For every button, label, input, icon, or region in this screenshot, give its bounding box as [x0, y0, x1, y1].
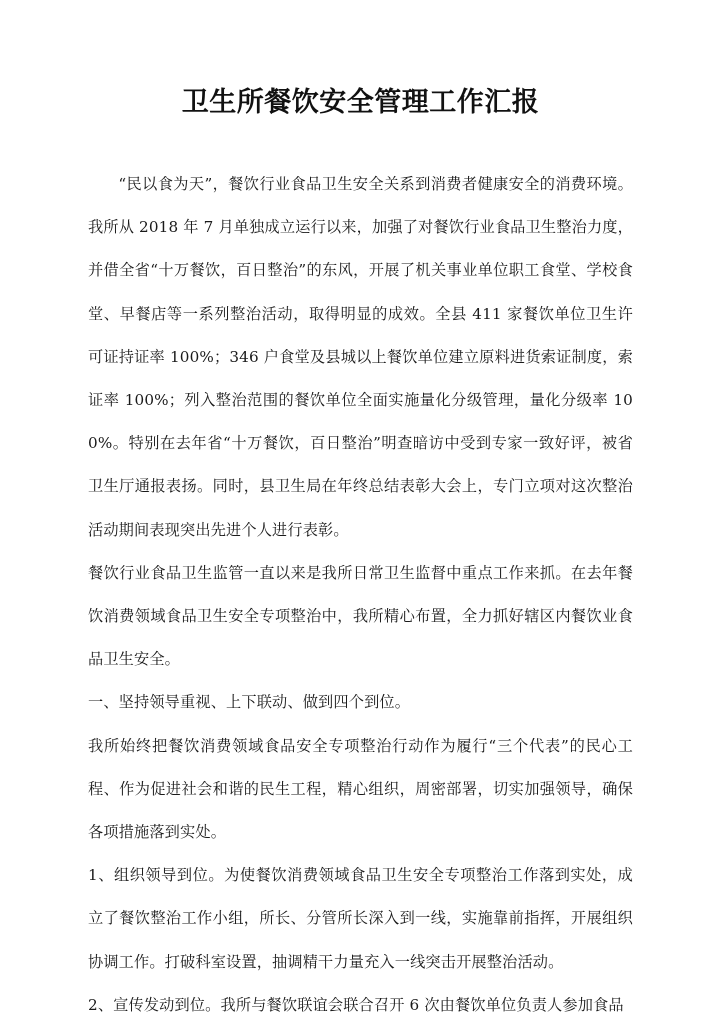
document-body: [88, 163, 633, 1027]
paragraph-supervision: 餐饮行业食品卫生监管一直以来是我所日常卫生监督中重点工作来抓。在去年餐饮消费领域食品卫生安全专项整治中，我所精心布置，全力抓好辖区内餐饮业食品卫生安全。: [88, 563, 633, 669]
paragraph-leadership: 我所始终把餐饮消费领域食品安全专项整治行动作为履行“三个代表”的民心工程、作为促进社会和谐的民生工程，精心组织，周密部署，切实加强领导，确保各项措施落到实处。: [88, 736, 633, 842]
paragraph-intro: “民以食为天”，餐饮行业食品卫生安全关系到消费者健康安全的消费环境。我所从 2018 年 7 月单独成立运行以来，加强了对餐饮行业食品卫生整治力度，并借全省“十万餐饮，百日整治”的东风，开展了机关事业单位职工食堂、学校食堂、早餐店等一系列整治活动，取得明显的成效。全县 411 家餐饮单位卫生许可证持证率 100%；346 户食堂及县城以上餐饮单位建立原料进货索证制度，索证率 100%；列入整治范围的餐饮单位全面实施量化分级管理，量化分级率 100%。特别在去年省“十万餐饮，百日整治”明查暗访中受到专家一致好评，被省卫生厅通报表扬。同时，县卫生局在年终总结表彰大会上，专门立项对这次整治活动期间表现突出先进个人进行表彰。: [88, 175, 633, 539]
page-title: 卫生所餐饮安全管理工作汇报: [181, 87, 540, 118]
paragraph-section-one-heading: 一、坚持领导重视、上下联动、做到四个到位。: [88, 693, 411, 712]
paragraph-item-2: 2、宣传发动到位。我所与餐饮联谊会联合召开 6 次由餐饮单位负责人参加食品: [88, 995, 624, 1014]
paragraph-item-1: 1、组织领导到位。为使餐饮消费领域食品卫生安全专项整治工作落到实处，成立了餐饮整治工作小组，所长、分管所长深入到一线，实施靠前指挥，开展组织协调工作。打破科室设置，抽调精干力量充入一线突击开展整治活动。: [88, 866, 633, 971]
